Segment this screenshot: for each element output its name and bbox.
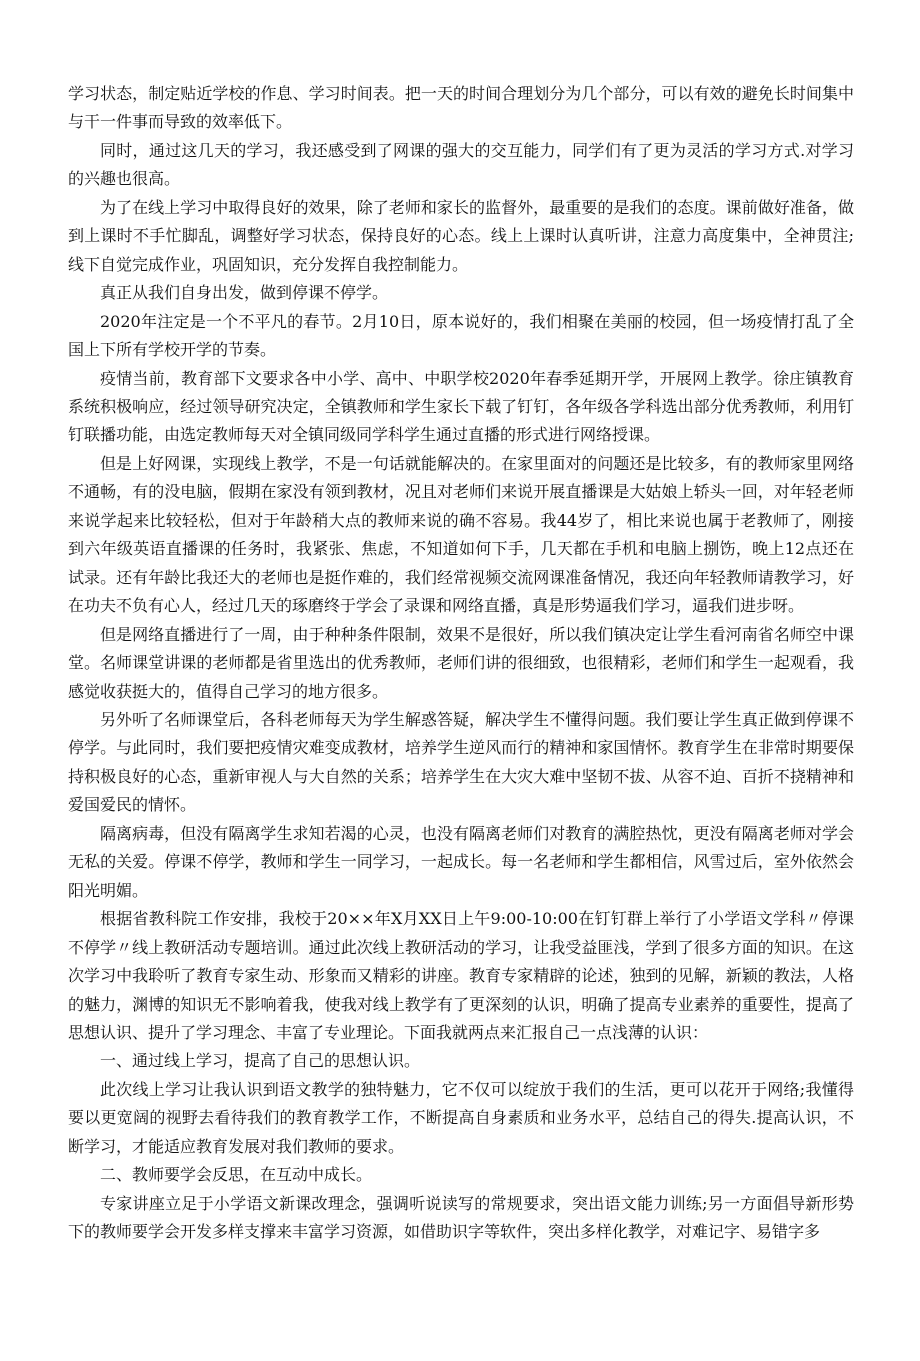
paragraph-11: 根据省教科院工作安排，我校于20××年X月XX日上午9:00-10:00在钉钉群上举行了小学语文学科〃停课不停学〃线上教研活动专题培训。通过此次线上教研活动的学习，让我受益匪浅，学到了很多方面的知识。在这次学习中我聆听了教育专家生动、形象而又精彩的讲座。教育专家精辟的论述，独到的见解，新颖的教法，人格的魅力，渊博的知识无不影响着我，使我对线上教学有了更深刻的认识，明确了提高专业素养的重要性，提高了思想认识、提升了学习理念、丰富了专业理论。下面我就两点来汇报自己一点浅薄的认识： [68, 909, 854, 1042]
paragraph-8: 但是网络直播进行了一周，由于种种条件限制，效果不是很好，所以我们镇决定让学生看河南省名师空中课堂。名师课堂讲课的老师都是省里选出的优秀教师，老师们讲的很细致，也很精彩，老师们和学生一起观看，我感觉收获挺大的，值得自己学习的地方很多。 [68, 624, 854, 701]
document-page [68, 80, 854, 1247]
paragraph-4: 真正从我们自身出发，做到停课不停学。 [100, 283, 389, 303]
paragraph-7: 但是上好网课，实现线上教学，不是一句话就能解决的。在家里面对的问题还是比较多，有的教师家里网络不通畅，有的没电脑，假期在家没有领到教材，况且对老师们来说开展直播课是大姑娘上轿头一回，对年轻老师来说学起来比较轻松，但对于年龄稍大点的教师来说的确不容易。我44岁了，相比来说也属于老教师了，刚接到六年级英语直播课的任务时，我紧张、焦虑，不知道如何下手，几天都在手机和电脑上捌饬，晚上12点还在试录。还有年龄比我还大的老师也是挺作难的，我们经常视频交流网课准备情况，我还向年轻教师请教学习，好在功夫不负有心人，经过几天的琢磨终于学会了录课和网络直播，真是形势逼我们学习，逼我们进步呀。 [68, 453, 854, 616]
section-heading-2: 二、教师要学会反思，在互动中成长。 [100, 1165, 373, 1185]
paragraph-5: 2020年注定是一个不平凡的春节。2月10日，原本说好的，我们相聚在美丽的校园，但一场疫情打乱了全国上下所有学校开学的节奏。 [68, 311, 854, 360]
paragraph-6: 疫情当前，教育部下文要求各中小学、高中、中职学校2020年春季延期开学，开展网上教学。徐庄镇教育系统积极响应，经过领导研究决定，全镇教师和学生家长下载了钉钉，各年级各学科选出部分优秀教师，利用钉钉联播功能，由选定教师每天对全镇同级同学科学生通过直播的形式进行网络授课。 [68, 368, 854, 445]
paragraph-9: 另外听了名师课堂后，各科老师每天为学生解惑答疑，解决学生不懂得问题。我们要让学生真正做到停课不停学。与此同时，我们要把疫情灾难变成教材，培养学生逆风而行的精神和家国情怀。教育学生在非常时期要保持积极良好的心态，重新审视人与大自然的关系；培养学生在大灾大难中坚韧不拔、从容不迫、百折不挠精神和爱国爱民的情怀。 [68, 709, 854, 815]
paragraph-2: 同时，通过这几天的学习，我还感受到了网课的强大的交互能力，同学们有了更为灵活的学习方式.对学习的兴趣也很高。 [68, 140, 854, 189]
paragraph-10: 隔离病毒，但没有隔离学生求知若渴的心灵，也没有隔离老师们对教育的满腔热忱，更没有隔离老师对学会无私的关爱。停课不停学，教师和学生一同学习，一起成长。每一名老师和学生都相信，风雪过后，室外依然会阳光明媚。 [68, 823, 854, 900]
paragraph-1: 学习状态，制定贴近学校的作息、学习时间表。把一天的时间合理划分为几个部分，可以有效的避免长时间集中与干一件事而导致的效率低下。 [68, 84, 854, 132]
paragraph-12: 此次线上学习让我认识到语文教学的独特魅力，它不仅可以绽放于我们的生活，更可以花开于网络;我懂得要以更宽阔的视野去看待我们的教育教学工作，不断提高自身素质和业务水平，总结自己的得失.提高认识，不断学习，才能适应教育发展对我们教师的要求。 [68, 1079, 854, 1156]
section-heading-1: 一、通过线上学习，提高了自己的思想认识。 [100, 1051, 421, 1071]
paragraph-13: 专家讲座立足于小学语文新课改理念，强调听说读写的常规要求，突出语文能力训练;另一方面倡导新形势下的教师要学会开发多样支撑来丰富学习资源，如借助识字等软件，突出多样化教学，对难记字、易错字多 [68, 1193, 854, 1242]
paragraph-3: 为了在线上学习中取得良好的效果，除了老师和家长的监督外，最重要的是我们的态度。课前做好准备，做到上课时不手忙脚乱，调整好学习状态，保持良好的心态。线上上课时认真听讲，注意力高度集中，全神贯注;线下自觉完成作业，巩固知识，充分发挥自我控制能力。 [68, 197, 854, 274]
